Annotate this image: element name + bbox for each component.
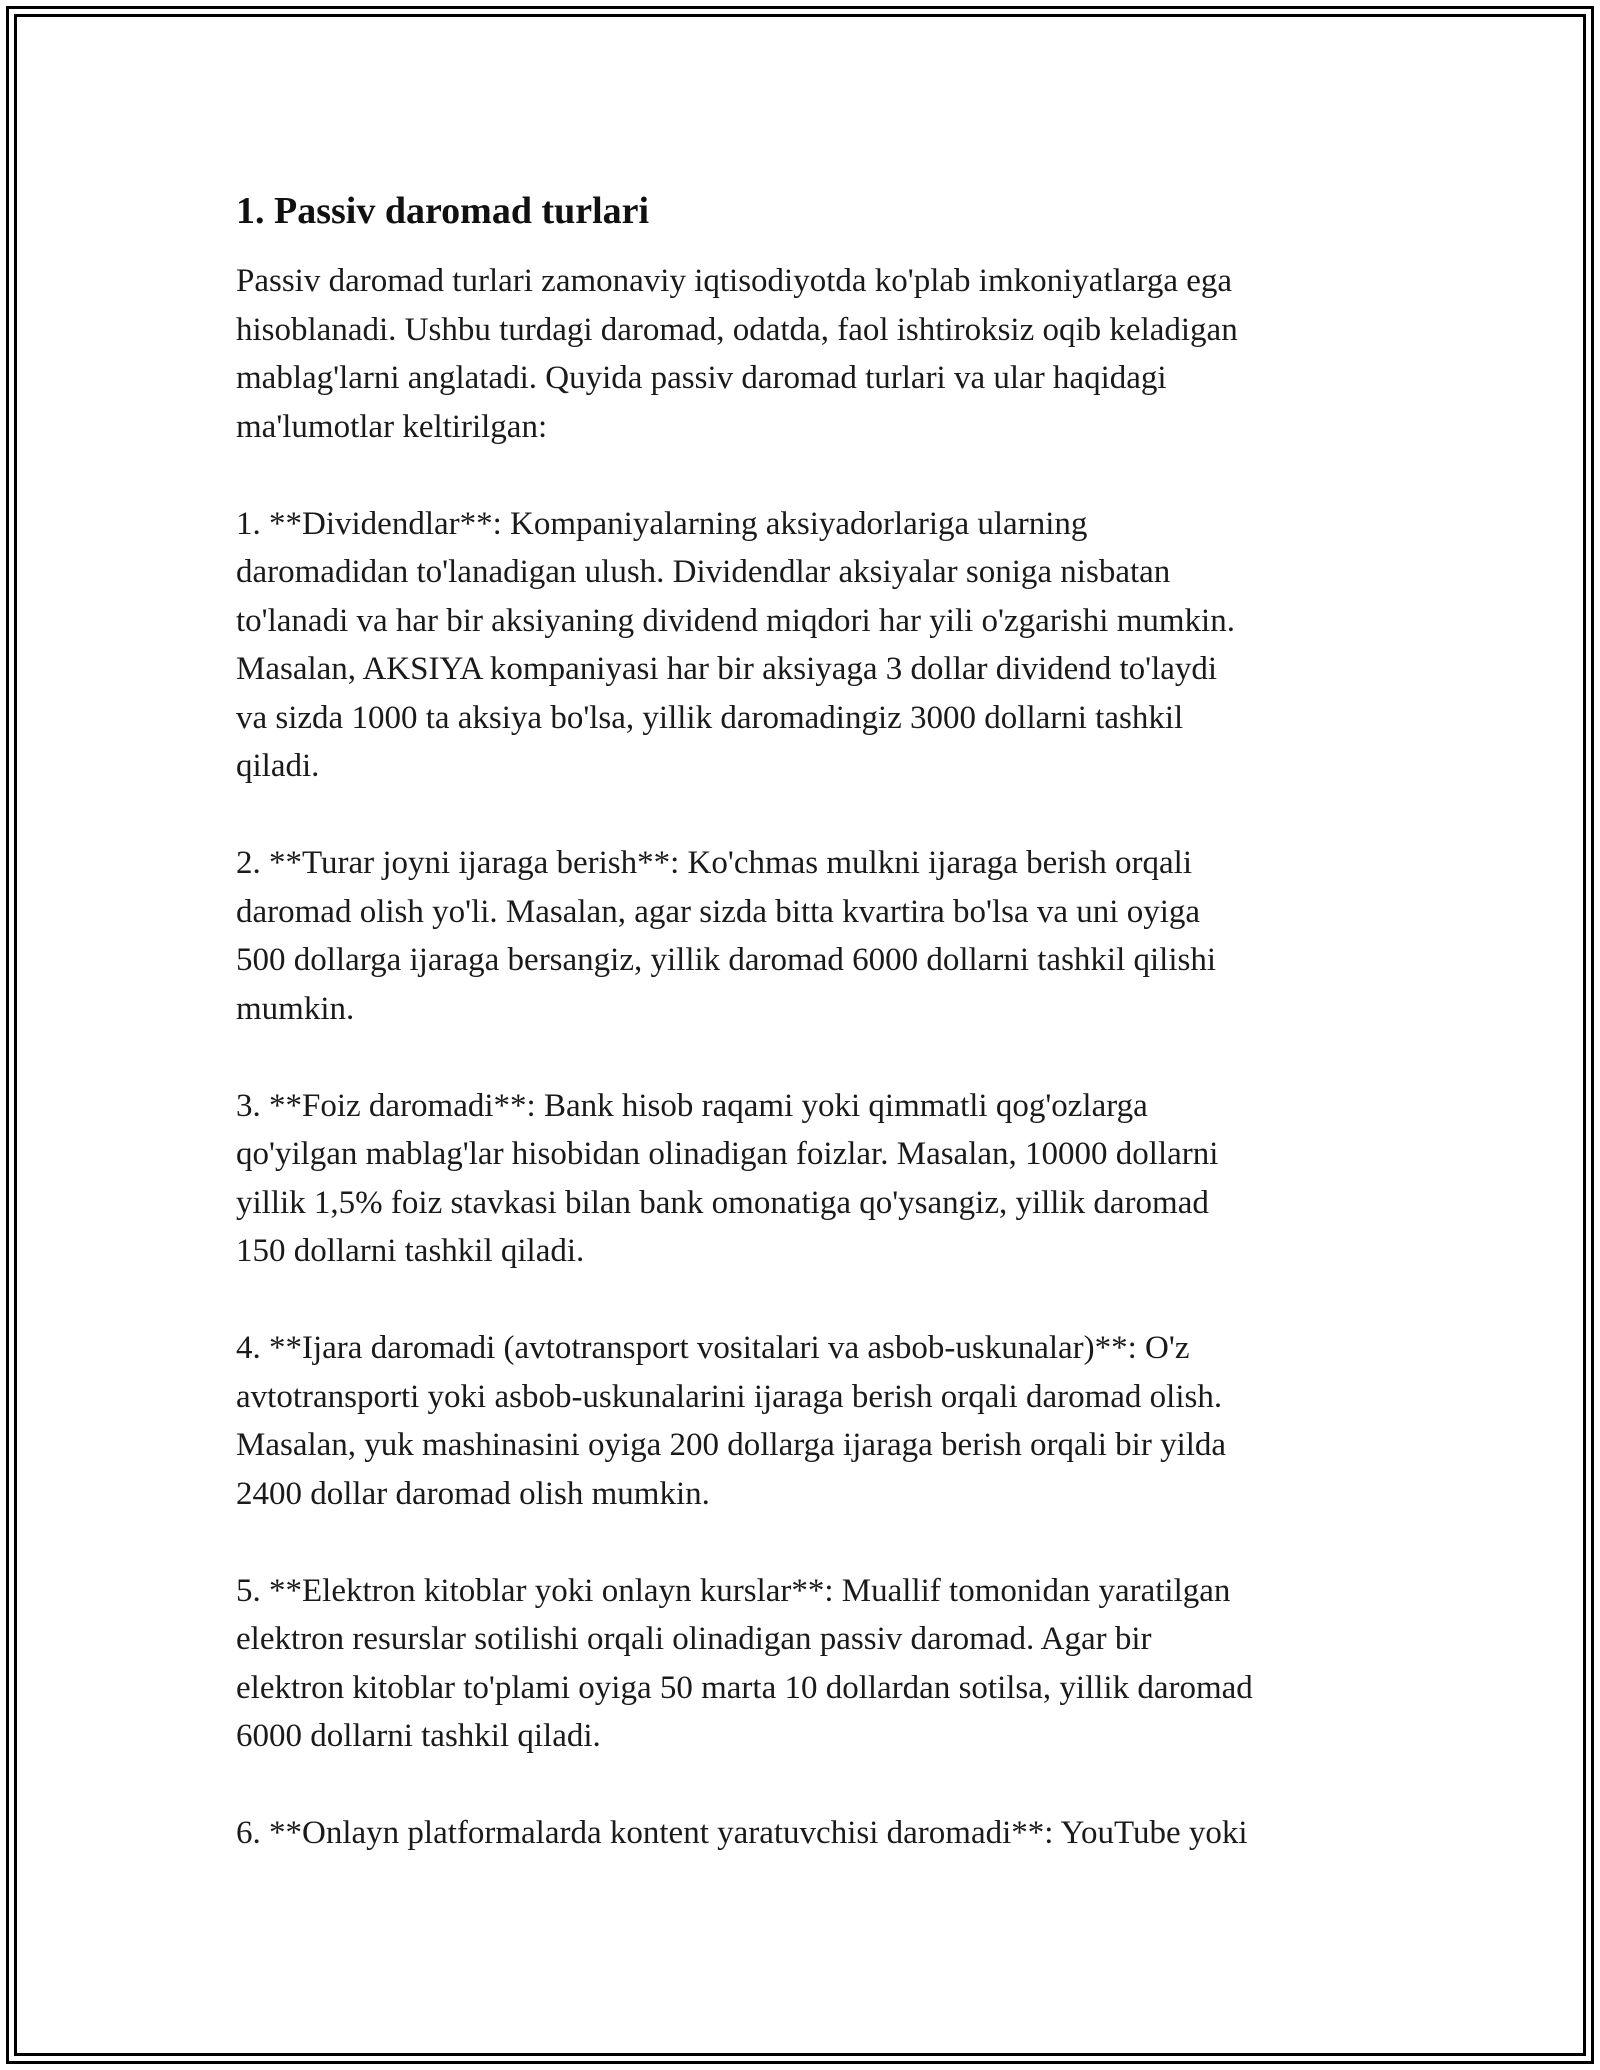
list-item-equipment-rental: 4. **Ijara daromadi (avtotransport vositalari va asbob-uskunalar)**: O'z avtotransporti yoki asbob-uskunalarini ijaraga berish orqali daromad olish. Masalan, yuk mashinasini oyiga 200 dollarga ijaraga berish orqali bir yilda 2400 dollar daromad olish mumkin. bbox=[236, 1330, 1227, 1512]
list-item-content-creator: 6. **Onlayn platformalarda kontent yaratuvchisi daromadi**: YouTube yoki bbox=[236, 1815, 1248, 1851]
list-item-interest-income: 3. **Foiz daromadi**: Bank hisob raqami yoki qimmatli qog'ozlarga qo'yilgan mablag'lar hisobidan olinadigan foizlar. Masalan, 10000 dollarni yillik 1,5% foiz stavkasi bilan bank omonatiga qo'ysangiz, yillik daromad 150 dollarni tashkil qiladi. bbox=[236, 1087, 1219, 1269]
list-item-rental-housing: 2. **Turar joyni ijaraga berish**: Ko'chmas mulkni ijaraga berish orqali daromad olish yo'li. Masalan, agar sizda bitta kvartira bo'lsa va uni oyiga 500 dollarga ijaraga bersangiz, yillik daromad 6000 dollarni tashkil qilishi mumkin. bbox=[236, 845, 1217, 1027]
list-item-ebooks-courses: 5. **Elektron kitoblar yoki onlayn kurslar**: Muallif tomonidan yaratilgan elektron resurslar sotilishi orqali olinadigan passiv daromad. Agar bir elektron kitoblar to'plami oyiga 50 marta 10 dollardan sotilsa, yillik daromad 6000 dollarni tashkil qiladi. bbox=[236, 1572, 1253, 1754]
list-item-dividends: 1. **Dividendlar**: Kompaniyalarning aksiyadorlariga ularning daromadidan to'lanadigan ulush. Dividendlar aksiyalar soniga nisbatan to'lanadi va har bir aksiyaning dividend miqdori har yili o'zgarishi mumkin. Masalan, AKSIYA kompaniyasi har bir aksiyaga 3 dollar dividend to'laydi va sizda 1000 ta aksiya bo'lsa, yillik daromadingiz 3000 dollarni tashkil qiladi. bbox=[236, 505, 1235, 784]
intro-paragraph: Passiv daromad turlari zamonaviy iqtisodiyotda ko'plab imkoniyatlarga ega hisoblanadi. Ushbu turdagi daromad, odatda, faol ishtiroksiz oqib keladigan mablag'larni anglatadi. Quyida passiv daromad turlari va ular haqidagi ma'lumotlar keltirilgan: bbox=[236, 263, 1238, 445]
document-body bbox=[236, 185, 1396, 1906]
section-title: 1. Passiv daromad turlari bbox=[236, 190, 650, 232]
